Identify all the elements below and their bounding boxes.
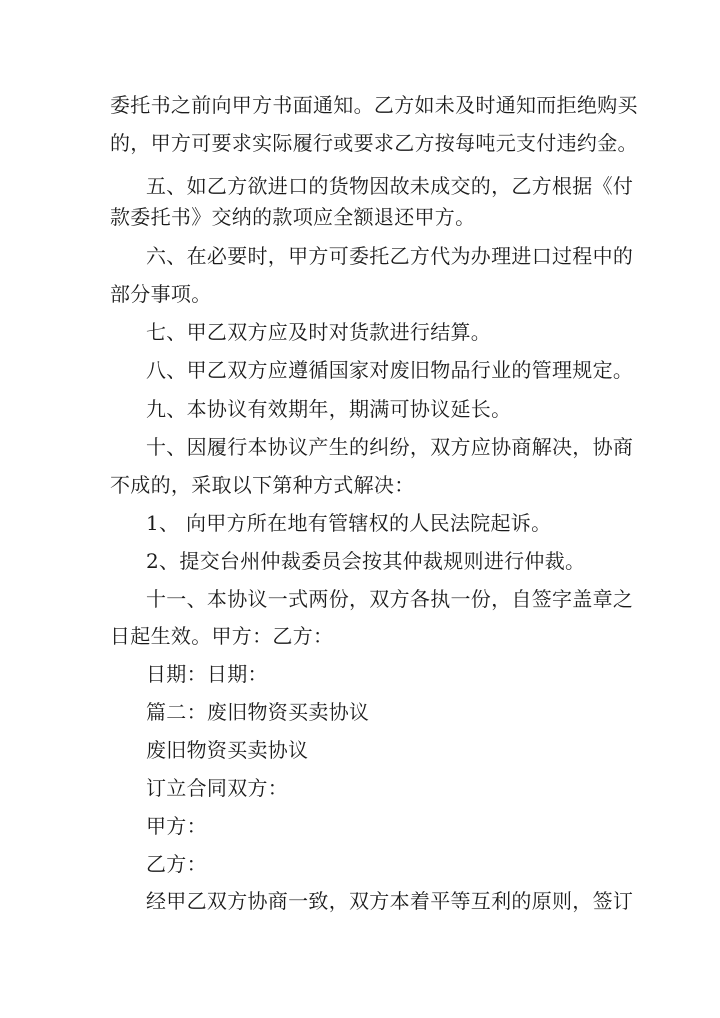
text-line-2: 的，甲方可要求实际履行或要求乙方按每吨元支付违约金。 (110, 131, 638, 155)
text-line-5: 六、在必要时，甲方可委托乙方代为办理进口过程中的 (146, 244, 634, 268)
text-line-4: 款委托书》交纳的款项应全额退还甲方。 (110, 205, 476, 229)
text-line-18: 废旧物资买卖协议 (146, 738, 309, 762)
text-line-6: 部分事项。 (110, 282, 212, 306)
text-line-7: 七、甲乙双方应及时对货款进行结算。 (146, 320, 492, 344)
text-line-11: 不成的，采取以下第种方式解决： (110, 473, 415, 497)
text-line-13: 2、提交台州仲裁委员会按其仲裁规则进行仲裁。 (146, 549, 586, 573)
text-line-19: 订立合同双方： (146, 776, 289, 800)
text-line-20: 甲方： (146, 814, 207, 838)
text-line-12: 1、 向甲方所在地有管辖权的人民法院起诉。 (146, 511, 552, 535)
text-line-14: 十一、本协议一式两份，双方各执一份，自签字盖章之 (146, 587, 634, 611)
text-line-21: 乙方： (146, 852, 207, 876)
text-line-17: 篇二：废旧物资买卖协议 (146, 700, 370, 724)
text-line-1: 委托书之前向甲方书面通知。乙方如未及时通知而拒绝购买 (110, 93, 638, 117)
text-line-22: 经甲乙双方协商一致，双方本着平等互利的原则，签订 (146, 889, 634, 913)
text-line-15: 日起生效。甲方：乙方： (110, 624, 334, 648)
text-line-8: 八、甲乙双方应遵循国家对废旧物品行业的管理规定。 (146, 358, 634, 382)
text-line-9: 九、本协议有效期年，期满可协议延长。 (146, 397, 512, 421)
text-line-10: 十、因履行本协议产生的纠纷，双方应协商解决，协商 (146, 435, 634, 459)
text-line-16: 日期：日期： (146, 662, 268, 686)
text-line-3: 五、如乙方欲进口的货物因故未成交的，乙方根据《付 (146, 174, 634, 198)
